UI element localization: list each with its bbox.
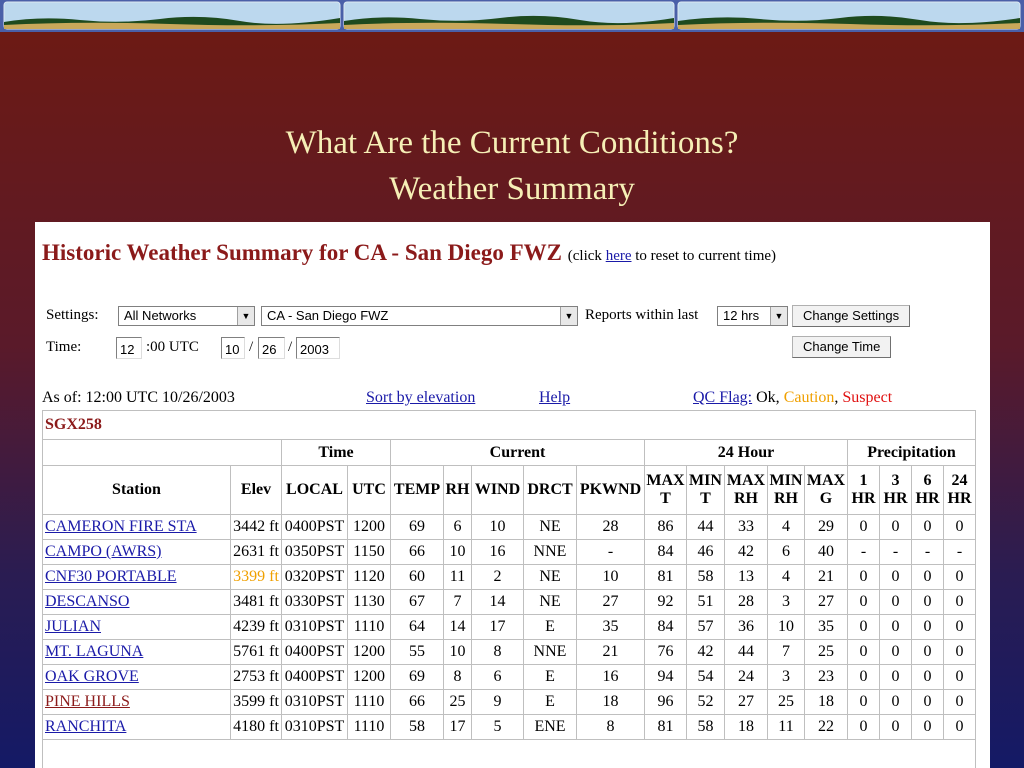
p24-cell: 0: [944, 665, 976, 690]
reset-here-link[interactable]: here: [605, 248, 632, 264]
minrh-cell: 10: [768, 615, 805, 640]
col-drct: DRCT: [524, 466, 577, 515]
temp-cell: 67: [391, 590, 444, 615]
maxg-cell: 25: [805, 640, 848, 665]
sort-by-elevation-link[interactable]: Sort by elevation: [366, 389, 476, 406]
table-row: [43, 715, 976, 740]
as-of-text: As of: 12:00 UTC 10/26/2003: [42, 389, 235, 406]
local-cell: 0400PST: [282, 515, 348, 540]
drct-cell: NE: [524, 515, 577, 540]
col-precip-6hr-line1: 6: [923, 472, 932, 489]
col-precip-6hr: [912, 466, 944, 515]
elev-cell: 5761 ft: [231, 640, 282, 665]
col-max-t: [645, 466, 687, 515]
station-link[interactable]: CNF30 PORTABLE: [45, 568, 177, 585]
temp-cell: 60: [391, 565, 444, 590]
maxt-cell: 94: [645, 665, 687, 690]
drct-cell: E: [524, 665, 577, 690]
table-spacer-row: [43, 740, 976, 768]
drct-cell: NE: [524, 565, 577, 590]
mint-cell: 52: [687, 690, 725, 715]
column-header-row: [43, 466, 976, 515]
station-cell: [43, 590, 231, 615]
col-station[interactable]: Station: [43, 466, 231, 515]
col-rh: RH: [444, 466, 472, 515]
page-heading-text: Historic Weather Summary for CA - San Diego FWZ: [42, 240, 563, 265]
banner-panel-right: [678, 2, 1020, 29]
landscape-banner: [0, 0, 1024, 32]
elev-cell: 4239 ft: [231, 615, 282, 640]
reset-note: [568, 248, 776, 264]
help-link[interactable]: Help: [539, 389, 571, 406]
col-wind: WIND: [472, 466, 524, 515]
elev-cell: 2753 ft: [231, 665, 282, 690]
p6-cell: 0: [912, 565, 944, 590]
weather-table-body: [43, 515, 976, 740]
pkwnd-cell: 10: [577, 565, 645, 590]
p24-cell: 0: [944, 565, 976, 590]
p6-cell: 0: [912, 690, 944, 715]
local-cell: 0400PST: [282, 665, 348, 690]
p24-cell: 0: [944, 690, 976, 715]
maxg-cell: 18: [805, 690, 848, 715]
time-label: Time:: [46, 339, 82, 355]
qc-caution: Caution: [783, 389, 835, 406]
local-cell: 0400PST: [282, 640, 348, 665]
p3-cell: -: [880, 540, 912, 565]
maxg-cell: 22: [805, 715, 848, 740]
table-row: [43, 640, 976, 665]
utc-cell: 1110: [348, 690, 391, 715]
p6-cell: 0: [912, 615, 944, 640]
elev-cell: 3481 ft: [231, 590, 282, 615]
minrh-cell: 3: [768, 590, 805, 615]
p24-cell: 0: [944, 640, 976, 665]
maxrh-cell: 24: [725, 665, 768, 690]
table-row: [43, 615, 976, 640]
elev-cell: 3599 ft: [231, 690, 282, 715]
wind-cell: 2: [472, 565, 524, 590]
rh-cell: 7: [444, 590, 472, 615]
wind-cell: 14: [472, 590, 524, 615]
wind-cell: 10: [472, 515, 524, 540]
network-select[interactable]: [118, 306, 255, 326]
settings-label: Settings:: [46, 307, 99, 323]
elev-cell: 2631 ft: [231, 540, 282, 565]
reports-select[interactable]: [717, 306, 788, 326]
page-heading: [42, 240, 776, 266]
minrh-cell: 7: [768, 640, 805, 665]
p3-cell: 0: [880, 690, 912, 715]
pkwnd-cell: 28: [577, 515, 645, 540]
utc-cell: 1200: [348, 640, 391, 665]
group-24hour: 24 Hour: [645, 440, 848, 466]
rh-cell: 11: [444, 565, 472, 590]
station-link[interactable]: DESCANSO: [45, 593, 130, 610]
maxg-cell: 40: [805, 540, 848, 565]
col-temp: TEMP: [391, 466, 444, 515]
wind-cell: 16: [472, 540, 524, 565]
day-input[interactable]: [258, 337, 285, 359]
p3-cell: 0: [880, 715, 912, 740]
change-time-button[interactable]: Change Time: [792, 336, 891, 358]
temp-cell: 69: [391, 665, 444, 690]
wind-cell: 6: [472, 665, 524, 690]
station-cell: [43, 640, 231, 665]
col-precip-3hr-line1: 3: [891, 472, 900, 489]
utc-cell: 1110: [348, 715, 391, 740]
col-min-t: [687, 466, 725, 515]
rh-cell: 10: [444, 540, 472, 565]
col-max-rh-line2: RH: [734, 490, 758, 507]
group-precipitation: Precipitation: [848, 440, 976, 466]
local-cell: 0350PST: [282, 540, 348, 565]
maxrh-cell: 33: [725, 515, 768, 540]
col-max-g-line2: G: [819, 490, 833, 507]
col-precip-3hr-line2: HR: [883, 490, 908, 507]
weather-table: [42, 410, 976, 768]
minrh-cell: 3: [768, 665, 805, 690]
p1-cell: 0: [848, 690, 880, 715]
elev-cell: 3442 ft: [231, 515, 282, 540]
temp-cell: 55: [391, 640, 444, 665]
local-cell: 0320PST: [282, 565, 348, 590]
p6-cell: 0: [912, 665, 944, 690]
col-precip-1hr-line1: 1: [859, 472, 868, 489]
rh-cell: 8: [444, 665, 472, 690]
col-precip-6hr-line2: HR: [915, 490, 940, 507]
utc-cell: 1110: [348, 615, 391, 640]
group-time: Time: [282, 440, 391, 466]
p3-cell: 0: [880, 665, 912, 690]
col-pkwnd: PKWND: [577, 466, 645, 515]
maxg-cell: 29: [805, 515, 848, 540]
maxt-cell: 81: [645, 565, 687, 590]
dropdown-arrow-icon: ▼: [237, 307, 254, 325]
table-row: [43, 540, 976, 565]
mint-cell: 46: [687, 540, 725, 565]
table-row: [43, 565, 976, 590]
col-min-t-line2: T: [700, 490, 711, 507]
maxrh-cell: 44: [725, 640, 768, 665]
drct-cell: E: [524, 690, 577, 715]
network-select-value: All Networks: [124, 308, 197, 323]
pkwnd-cell: 27: [577, 590, 645, 615]
local-cell: 0310PST: [282, 690, 348, 715]
col-utc: UTC: [348, 466, 391, 515]
pkwnd-cell: 16: [577, 665, 645, 690]
col-min-t-line1: MIN: [689, 472, 722, 489]
rh-cell: 6: [444, 515, 472, 540]
table-row: [43, 690, 976, 715]
utc-cell: 1200: [348, 665, 391, 690]
group-blank: [43, 440, 282, 466]
drct-cell: NE: [524, 590, 577, 615]
maxt-cell: 86: [645, 515, 687, 540]
qc-flag-legend: [693, 389, 892, 407]
date-slash: /: [288, 339, 293, 355]
dropdown-arrow-icon: ▼: [560, 307, 577, 325]
maxt-cell: 84: [645, 540, 687, 565]
qc-comma: ,: [834, 389, 843, 406]
maxrh-cell: 36: [725, 615, 768, 640]
p6-cell: 0: [912, 590, 944, 615]
p1-cell: 0: [848, 515, 880, 540]
pkwnd-cell: 21: [577, 640, 645, 665]
p3-cell: 0: [880, 565, 912, 590]
col-min-rh-line1: MIN: [769, 472, 803, 489]
maxt-cell: 76: [645, 640, 687, 665]
mint-cell: 54: [687, 665, 725, 690]
rh-cell: 14: [444, 615, 472, 640]
reports-select-value: 12 hrs: [723, 308, 760, 323]
zone-select[interactable]: [261, 306, 578, 326]
zone-select-value: CA - San Diego FWZ: [267, 308, 389, 323]
col-precip-24hr: [944, 466, 976, 515]
maxg-cell: 27: [805, 590, 848, 615]
network-row: [43, 411, 976, 440]
mint-cell: 58: [687, 715, 725, 740]
maxg-cell: 35: [805, 615, 848, 640]
pkwnd-cell: -: [577, 540, 645, 565]
station-link[interactable]: CAMPO (AWRS): [45, 543, 162, 560]
wind-cell: 17: [472, 615, 524, 640]
mint-cell: 58: [687, 565, 725, 590]
banner-panel-left: [4, 2, 340, 29]
spacer-cell: [43, 740, 976, 768]
elev-cell: 4180 ft: [231, 715, 282, 740]
wind-cell: 9: [472, 690, 524, 715]
pkwnd-cell: 18: [577, 690, 645, 715]
p1-cell: -: [848, 540, 880, 565]
table-row: [43, 590, 976, 615]
pkwnd-cell: 35: [577, 615, 645, 640]
local-cell: 0310PST: [282, 615, 348, 640]
maxrh-cell: 13: [725, 565, 768, 590]
local-cell: 0330PST: [282, 590, 348, 615]
elev-cell: 3399 ft: [231, 565, 282, 590]
maxrh-cell: 18: [725, 715, 768, 740]
reset-suffix: to reset to current time): [631, 248, 777, 264]
wind-cell: 8: [472, 640, 524, 665]
col-max-rh: [725, 466, 768, 515]
p1-cell: 0: [848, 665, 880, 690]
p6-cell: 0: [912, 640, 944, 665]
utc-cell: 1130: [348, 590, 391, 615]
mint-cell: 57: [687, 615, 725, 640]
drct-cell: NNE: [524, 540, 577, 565]
drct-cell: NNE: [524, 640, 577, 665]
station-cell: [43, 690, 231, 715]
station-link[interactable]: PINE HILLS: [45, 693, 130, 710]
temp-cell: 58: [391, 715, 444, 740]
minrh-cell: 6: [768, 540, 805, 565]
rh-cell: 25: [444, 690, 472, 715]
col-local: LOCAL: [282, 466, 348, 515]
station-cell: [43, 540, 231, 565]
temp-cell: 64: [391, 615, 444, 640]
rh-cell: 10: [444, 640, 472, 665]
col-precip-1hr-line2: HR: [851, 490, 876, 507]
maxrh-cell: 28: [725, 590, 768, 615]
col-max-t-line1: MAX: [646, 472, 685, 489]
year-input[interactable]: [296, 337, 340, 359]
maxt-cell: 84: [645, 615, 687, 640]
wind-cell: 5: [472, 715, 524, 740]
col-max-t-line2: T: [660, 490, 671, 507]
network-name: SGX258: [43, 411, 976, 440]
change-settings-button[interactable]: Change Settings: [792, 305, 910, 327]
col-min-rh: [768, 466, 805, 515]
p6-cell: -: [912, 540, 944, 565]
p3-cell: 0: [880, 615, 912, 640]
col-max-rh-line1: MAX: [726, 472, 766, 489]
minrh-cell: 25: [768, 690, 805, 715]
station-cell: [43, 715, 231, 740]
station-link[interactable]: OAK GROVE: [45, 668, 139, 685]
p24-cell: 0: [944, 590, 976, 615]
temp-cell: 69: [391, 515, 444, 540]
station-link[interactable]: CAMERON FIRE STA: [45, 518, 197, 535]
p1-cell: 0: [848, 715, 880, 740]
p3-cell: 0: [880, 590, 912, 615]
maxg-cell: 21: [805, 565, 848, 590]
utc-label: :00 UTC: [146, 339, 199, 355]
col-precip-24hr-line1: 24: [951, 472, 968, 489]
utc-cell: 1200: [348, 515, 391, 540]
col-precip-1hr: [848, 466, 880, 515]
temp-cell: 66: [391, 540, 444, 565]
table-row: [43, 515, 976, 540]
station-cell: [43, 615, 231, 640]
reset-prefix: (click: [567, 248, 606, 264]
p1-cell: 0: [848, 590, 880, 615]
hour-input[interactable]: [116, 337, 142, 359]
col-min-rh-line2: RH: [774, 490, 798, 507]
maxt-cell: 92: [645, 590, 687, 615]
qc-ok: Ok,: [752, 389, 784, 406]
weather-summary-panel: [35, 222, 990, 768]
p1-cell: 0: [848, 640, 880, 665]
dropdown-arrow-icon: ▼: [770, 307, 787, 325]
p6-cell: 0: [912, 715, 944, 740]
p1-cell: 0: [848, 615, 880, 640]
col-max-g: [805, 466, 848, 515]
reports-within-label: Reports within last: [585, 307, 699, 323]
minrh-cell: 11: [768, 715, 805, 740]
rh-cell: 17: [444, 715, 472, 740]
station-cell: [43, 515, 231, 540]
temp-cell: 66: [391, 690, 444, 715]
mint-cell: 42: [687, 640, 725, 665]
date-slash: /: [249, 339, 254, 355]
p24-cell: 0: [944, 715, 976, 740]
p1-cell: 0: [848, 565, 880, 590]
station-link[interactable]: MT. LAGUNA: [45, 643, 144, 660]
p6-cell: 0: [912, 515, 944, 540]
banner-panel-mid: [344, 2, 674, 29]
maxrh-cell: 27: [725, 690, 768, 715]
mint-cell: 44: [687, 515, 725, 540]
col-elev[interactable]: Elev: [231, 466, 282, 515]
p24-cell: 0: [944, 615, 976, 640]
group-current: Current: [391, 440, 645, 466]
month-input[interactable]: [221, 337, 245, 359]
slide-title-line2: Weather Summary: [389, 171, 635, 207]
pkwnd-cell: 8: [577, 715, 645, 740]
slide-title-line1: What Are the Current Conditions?: [285, 125, 739, 161]
p3-cell: 0: [880, 515, 912, 540]
table-row: [43, 665, 976, 690]
station-cell: [43, 565, 231, 590]
qc-flag-link[interactable]: QC Flag:: [693, 389, 753, 406]
drct-cell: E: [524, 615, 577, 640]
group-header-row: [43, 440, 976, 466]
station-link[interactable]: JULIAN: [45, 618, 101, 635]
p3-cell: 0: [880, 640, 912, 665]
p24-cell: 0: [944, 515, 976, 540]
drct-cell: ENE: [524, 715, 577, 740]
station-cell: [43, 665, 231, 690]
slide-title: [0, 120, 1024, 212]
station-link[interactable]: RANCHITA: [45, 718, 127, 735]
qc-suspect: Suspect: [842, 389, 893, 406]
p24-cell: -: [944, 540, 976, 565]
maxt-cell: 81: [645, 715, 687, 740]
col-precip-24hr-line2: HR: [947, 490, 972, 507]
mint-cell: 51: [687, 590, 725, 615]
maxrh-cell: 42: [725, 540, 768, 565]
col-max-g-line1: MAX: [806, 472, 846, 489]
col-precip-3hr: [880, 466, 912, 515]
minrh-cell: 4: [768, 515, 805, 540]
utc-cell: 1150: [348, 540, 391, 565]
minrh-cell: 4: [768, 565, 805, 590]
local-cell: 0310PST: [282, 715, 348, 740]
maxg-cell: 23: [805, 665, 848, 690]
maxt-cell: 96: [645, 690, 687, 715]
utc-cell: 1120: [348, 565, 391, 590]
